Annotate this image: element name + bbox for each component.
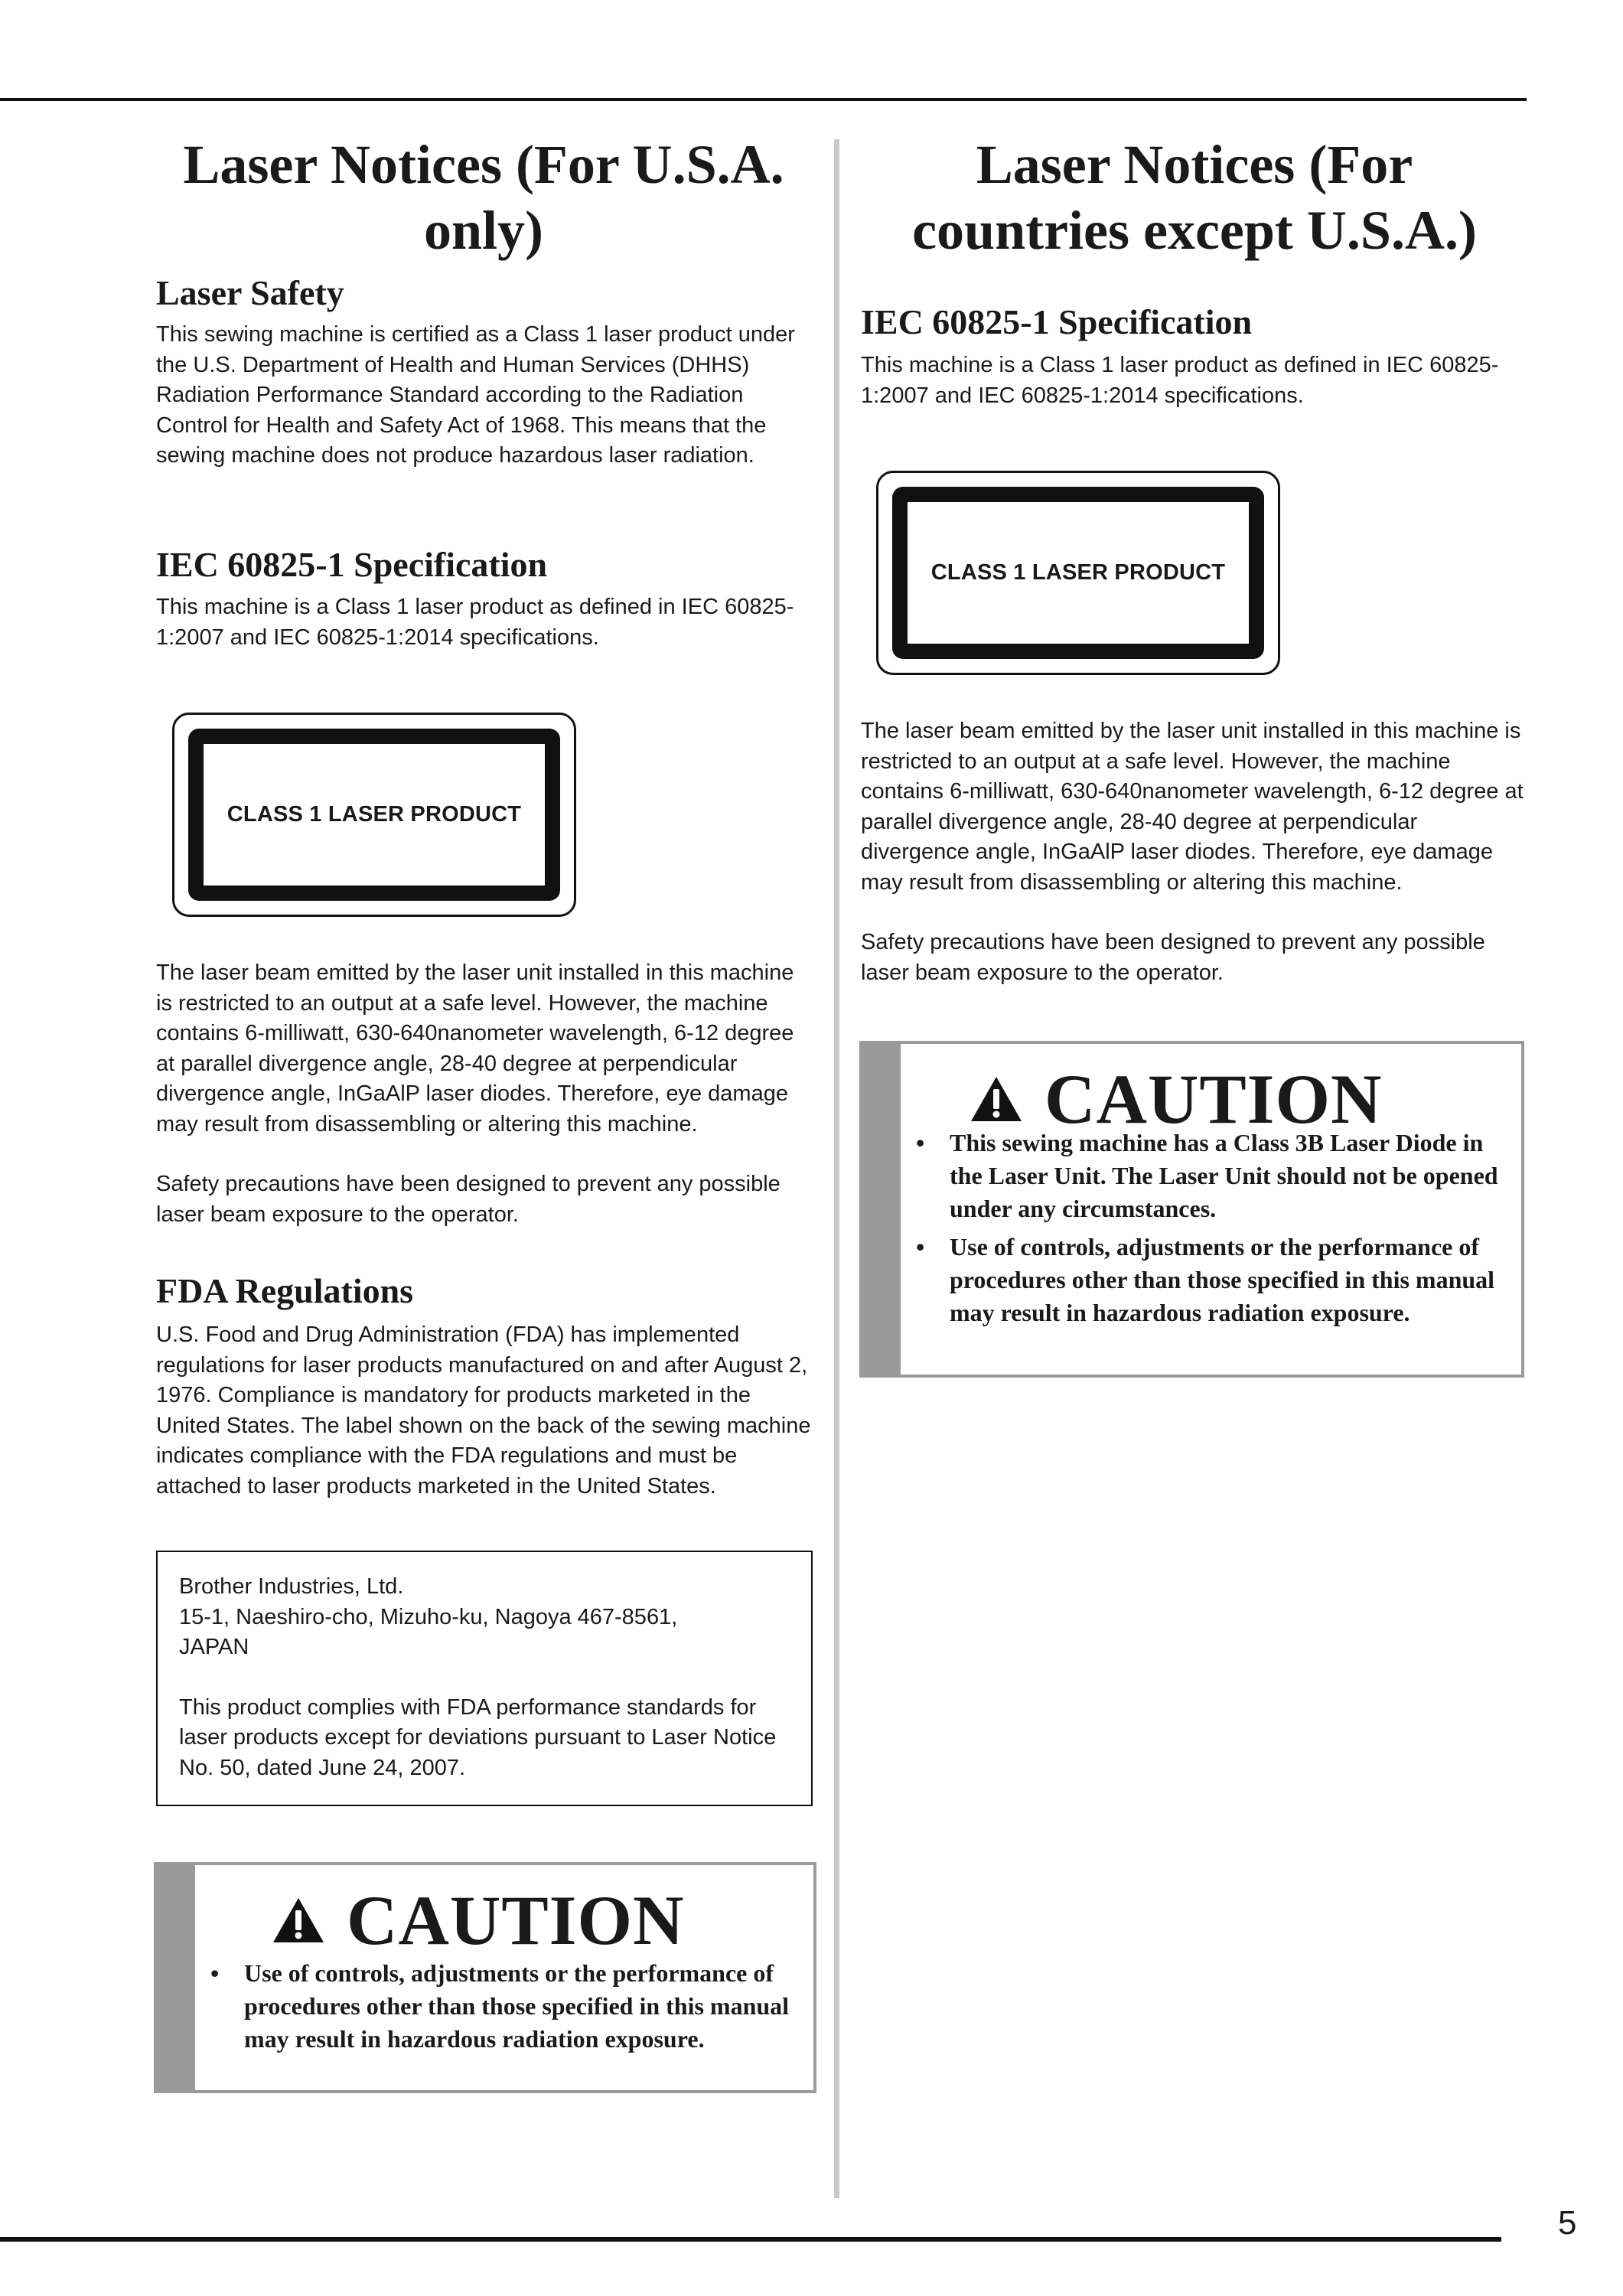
company-address: 15-1, Naeshiro-cho, Mizuho-ku, Nagoya 467-8561, bbox=[179, 1604, 678, 1629]
laser-safety-body: This sewing machine is certified as a Class 1 laser product under the U.S. Department of Health and Human Services (DHHS) Radiation Performance Standard according to the Radiation Control for Health and Safety Act of 1968. This means that the sewing machine does not produce hazardous laser radiation. bbox=[156, 322, 795, 468]
left-column bbox=[156, 132, 811, 263]
right-class1-laser-label bbox=[876, 471, 1280, 675]
top-rule bbox=[0, 98, 1527, 101]
fda-heading: FDA Regulations bbox=[156, 1271, 414, 1310]
column-divider bbox=[834, 139, 839, 2198]
left-beam-body: The laser beam emitted by the laser unit installed in this machine is restricted to an output at a safe level. However, the machine contains 6-milliwatt, 630-640nanometer wavelength, 6-12 degree at parallel divergence angle, 28-40 degree at perpendicular divergence angle, InGaAlP laser diodes. Therefore, eye damage may result from disassembling or altering this machine. bbox=[156, 960, 794, 1137]
left-class1-laser-label bbox=[172, 713, 576, 917]
company-name: Brother Industries, Ltd. bbox=[179, 1574, 404, 1599]
page-number: 5 bbox=[1558, 2204, 1577, 2242]
left-caution-item: • Use of controls, adjustments or the performance of procedures other than those specified in this manual may result in hazardous radiation exposure. bbox=[210, 1959, 790, 2053]
right-beam-precaution: Safety precautions have been designed to prevent any possible laser beam exposure to the operator. bbox=[861, 930, 1485, 985]
right-caution-box bbox=[859, 1041, 1524, 1378]
right-caution-title: CAUTION bbox=[1045, 1060, 1383, 1138]
left-iec-body: This machine is a Class 1 laser product as defined in IEC 60825-1:2007 and IEC 60825-1:2014 specifications. bbox=[156, 595, 794, 650]
manufacturer-address-box bbox=[156, 1551, 813, 1806]
left-page-title: Laser Notices (For U.S.A. only) bbox=[183, 134, 784, 261]
left-caution-box bbox=[154, 1862, 816, 2093]
fda-compliance-statement: This product complies with FDA performance standards for laser products except for deviations pursuant to Laser Notice No. 50, dated June 24, 2007. bbox=[179, 1694, 777, 1780]
warning-triangle-icon bbox=[970, 1075, 1023, 1123]
right-caution-list bbox=[910, 1127, 1507, 1335]
right-laser-label-text: CLASS 1 LASER PRODUCT bbox=[930, 560, 1226, 585]
right-caution-item: • Use of controls, adjustments or the performance of procedures other than those specified in this manual may result in hazardous radiation exposure. bbox=[916, 1233, 1495, 1326]
fda-body: U.S. Food and Drug Administration (FDA) has implemented regulations for laser products manufactured on and after August 2, 1976. Compliance is mandatory for products marketed in the United States. The label shown on the back of the sewing machine indicates compliance with the FDA regulations and must be attached to laser products marketed in the United States. bbox=[156, 1322, 811, 1499]
left-caution-title: CAUTION bbox=[347, 1881, 685, 1959]
right-iec-heading: IEC 60825-1 Specification bbox=[861, 302, 1253, 341]
right-beam-body: The laser beam emitted by the laser unit installed in this machine is restricted to an output at a safe level. However, the machine contains 6-milliwatt, 630-640nanometer wavelength, 6-12 degree at parallel divergence angle, 28-40 degree at perpendicular divergence angle, InGaAlP laser diodes. Therefore, eye damage may result from disassembling or altering this machine. bbox=[861, 719, 1524, 895]
right-iec-body: This machine is a Class 1 laser product as defined in IEC 60825-1:2007 and IEC 60825-1:2014 specifications. bbox=[861, 353, 1499, 408]
company-country: JAPAN bbox=[179, 1635, 249, 1659]
right-column bbox=[862, 132, 1527, 263]
right-page-title: Laser Notices (For countries except U.S.A.) bbox=[912, 134, 1477, 261]
laser-safety-heading: Laser Safety bbox=[156, 273, 344, 312]
bottom-rule bbox=[0, 2237, 1501, 2242]
right-caution-item: • This sewing machine has a Class 3B Laser Diode in the Laser Unit. The Laser Unit should not be opened under any circumstances. bbox=[916, 1129, 1498, 1222]
left-beam-precaution: Safety precautions have been designed to prevent any possible laser beam exposure to the operator. bbox=[156, 1172, 781, 1227]
warning-triangle-icon bbox=[272, 1896, 325, 1944]
left-laser-label-text: CLASS 1 LASER PRODUCT bbox=[227, 802, 522, 827]
left-iec-heading: IEC 60825-1 Specification bbox=[156, 545, 548, 584]
left-caution-list bbox=[204, 1957, 801, 2061]
